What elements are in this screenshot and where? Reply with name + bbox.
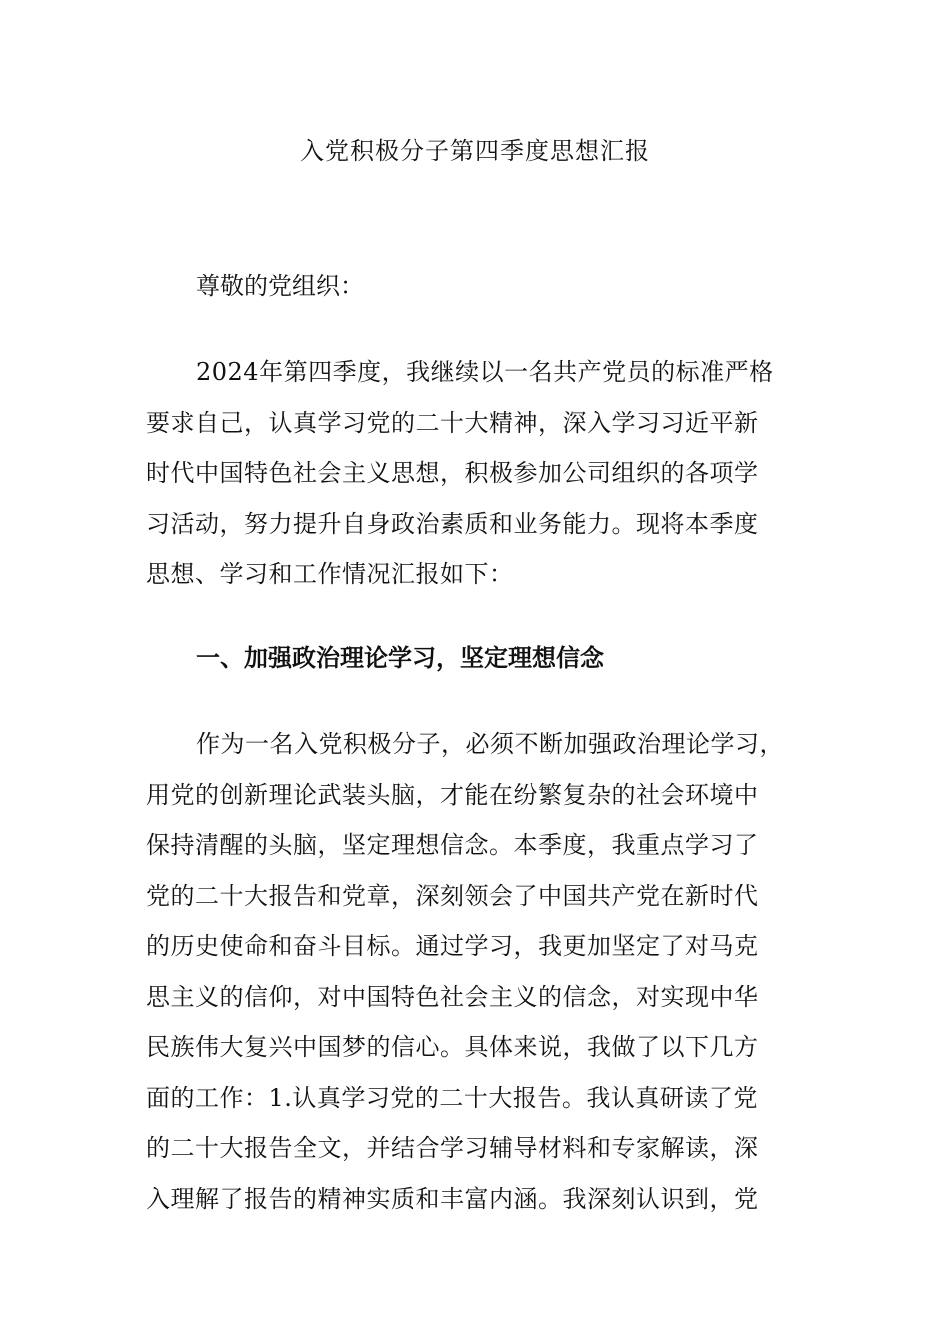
- paragraph-line: 思主义的信仰，对中国特色社会主义的信念，对实现中华: [146, 982, 759, 1011]
- section-heading: 一、加强政治理论学习，坚定理想信念: [196, 643, 604, 672]
- paragraph-line: 习活动，努力提升自身政治素质和业务能力。现将本季度: [146, 509, 759, 538]
- paragraph-line: 作为一名入党积极分子，必须不断加强政治理论学习，: [196, 730, 784, 758]
- paragraph-line: 时代中国特色社会主义思想，积极参加公司组织的各项学: [146, 459, 759, 487]
- paragraph-line: 用党的创新理论武装头脑，才能在纷繁复杂的社会环境中: [146, 780, 759, 809]
- paragraph-line: 思想、学习和工作情况汇报如下：: [146, 560, 514, 588]
- paragraph-line: 面的工作：1.认真学习党的二十大报告。我认真研读了党: [146, 1083, 758, 1112]
- paragraph-intro: [146, 347, 806, 600]
- paragraph-line: 2024年第四季度，我继续以一名共产党员的标准严格: [196, 358, 774, 386]
- paragraph-line: 党的二十大报告和党章，深刻领会了中国共产党在新时代: [146, 881, 759, 910]
- paragraph-line: 要求自己，认真学习党的二十大精神，深入学习习近平新: [146, 408, 759, 437]
- paragraph-section1: [146, 719, 806, 1224]
- paragraph-line: 保持清醒的头脑，坚定理想信念。本季度，我重点学习了: [146, 831, 759, 859]
- paragraph-line: 民族伟大复兴中国梦的信心。具体来说，我做了以下几方: [146, 1033, 759, 1061]
- paragraph-line: 的二十大报告全文，并结合学习辅导材料和专家解读，深: [146, 1134, 759, 1162]
- salutation: 尊敬的党组织：: [196, 272, 364, 300]
- paragraph-line: 的历史使命和奋斗目标。通过学习，我更加坚定了对马克: [146, 932, 759, 960]
- paragraph-line: 入理解了报告的精神实质和丰富内涵。我深刻认识到，党: [146, 1184, 759, 1213]
- document-title: 入党积极分子第四季度思想汇报: [300, 137, 650, 165]
